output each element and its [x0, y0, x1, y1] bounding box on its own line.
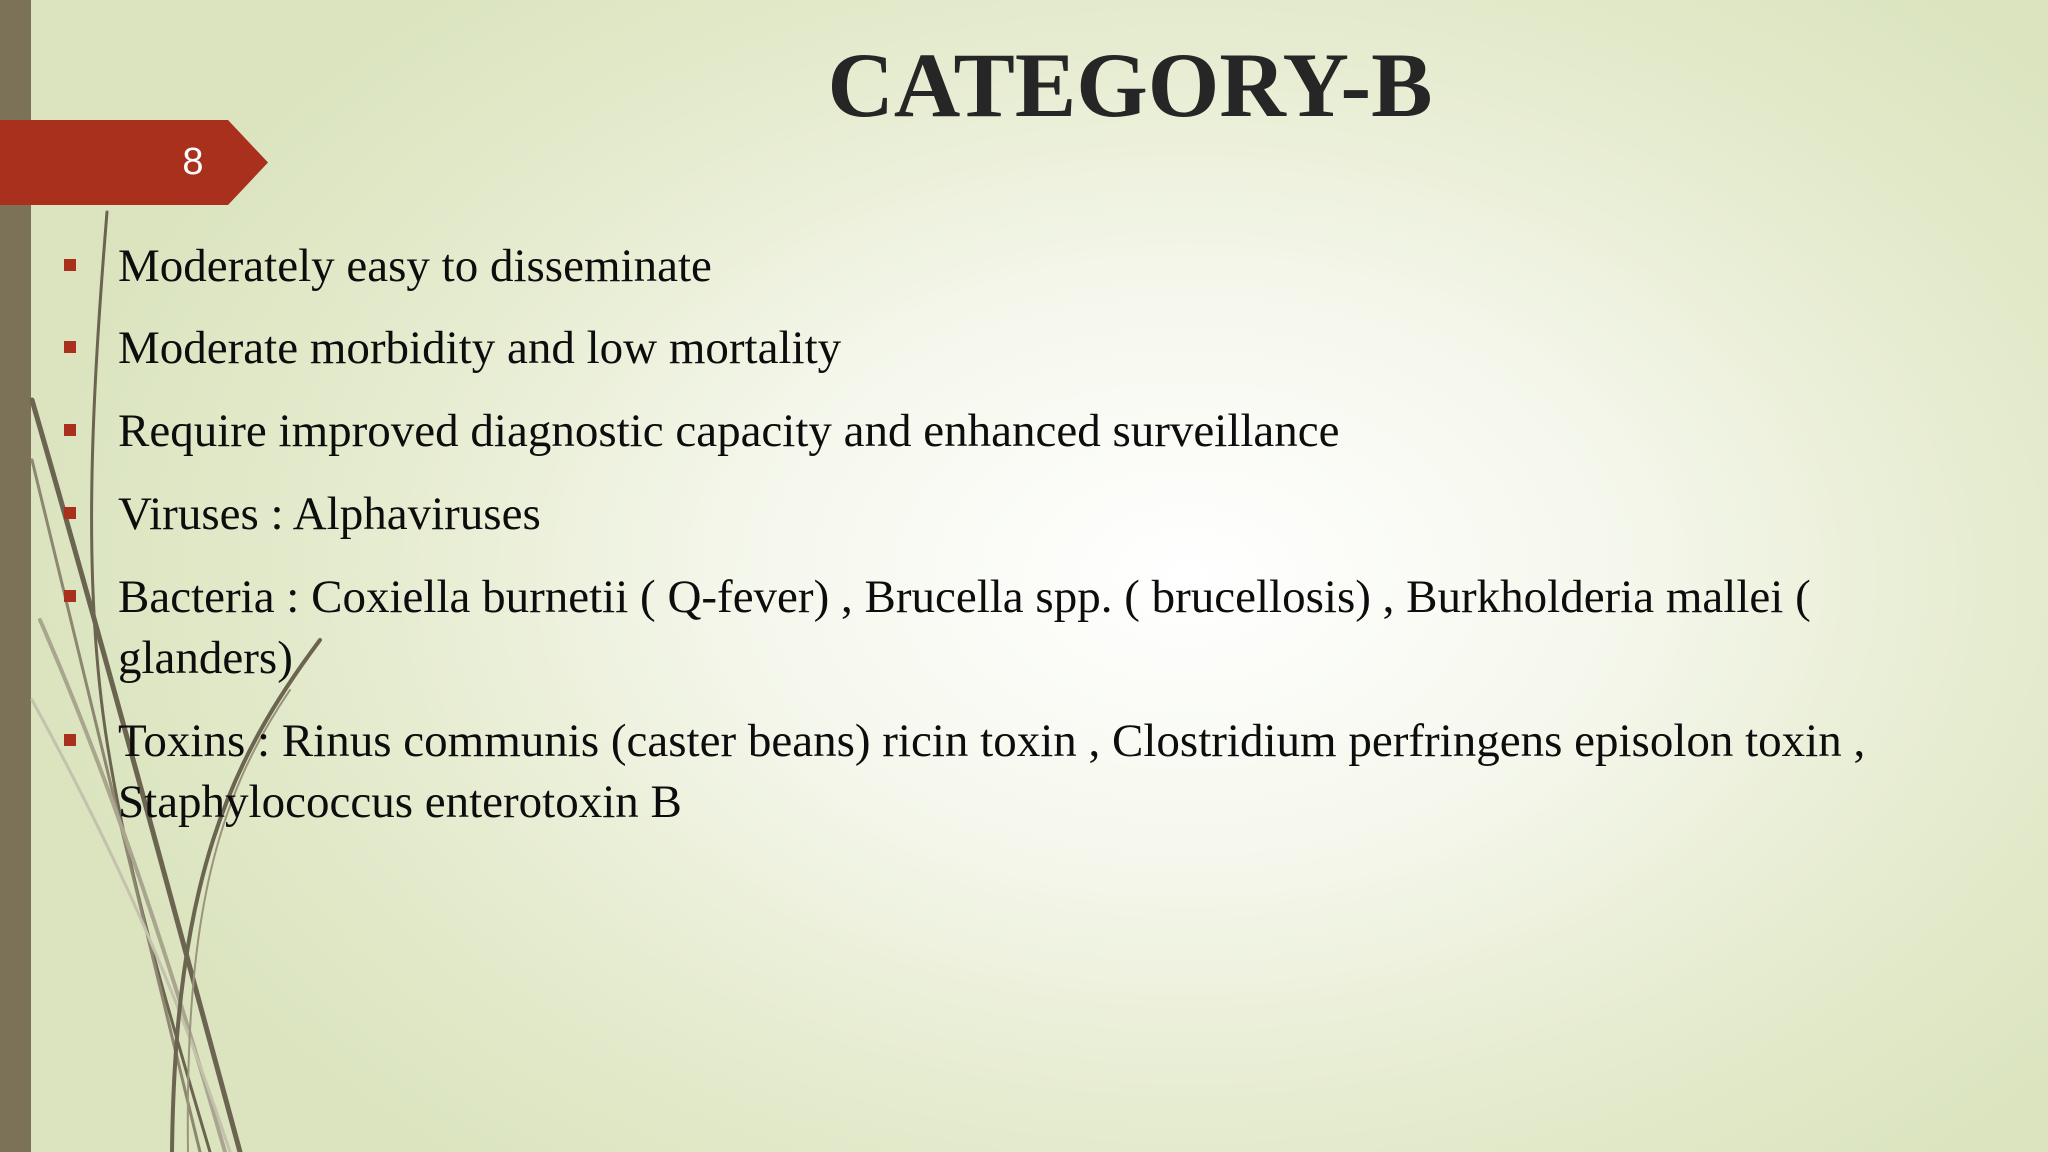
- square-bullet-icon: [64, 424, 76, 436]
- slide-number-tab: [0, 120, 268, 205]
- bullet-item: [60, 236, 1990, 297]
- bullet-item: [60, 567, 1990, 689]
- bullet-list: [60, 236, 1990, 855]
- bullet-text: Moderately easy to disseminate: [118, 240, 712, 292]
- bullet-item: [60, 318, 1990, 379]
- bullet-item: [60, 711, 1990, 833]
- slide-title: CATEGORY-B: [827, 34, 1433, 136]
- bullet-item: [60, 401, 1990, 462]
- square-bullet-icon: [64, 341, 76, 353]
- bullet-text: Require improved diagnostic capacity and enhanced surveillance: [118, 405, 1340, 457]
- bullet-text: Moderate morbidity and low mortality: [118, 322, 842, 374]
- square-bullet-icon: [64, 507, 76, 519]
- slide-number: 8: [182, 141, 204, 183]
- square-bullet-icon: [64, 590, 76, 602]
- bullet-text: Toxins : Rinus communis (caster beans) ricin toxin , Clostridium perfringens episolon toxin , Staphylococcus enterotoxin B: [118, 715, 1866, 828]
- square-bullet-icon: [64, 734, 76, 746]
- square-bullet-icon: [64, 259, 76, 271]
- bullet-text: Viruses : Alphaviruses: [118, 488, 541, 540]
- bullet-item: [60, 484, 1990, 545]
- bullet-text: Bacteria : Coxiella burnetii ( Q-fever) , Brucella spp. ( brucellosis) , Burkholderia mallei ( glanders): [118, 571, 1811, 684]
